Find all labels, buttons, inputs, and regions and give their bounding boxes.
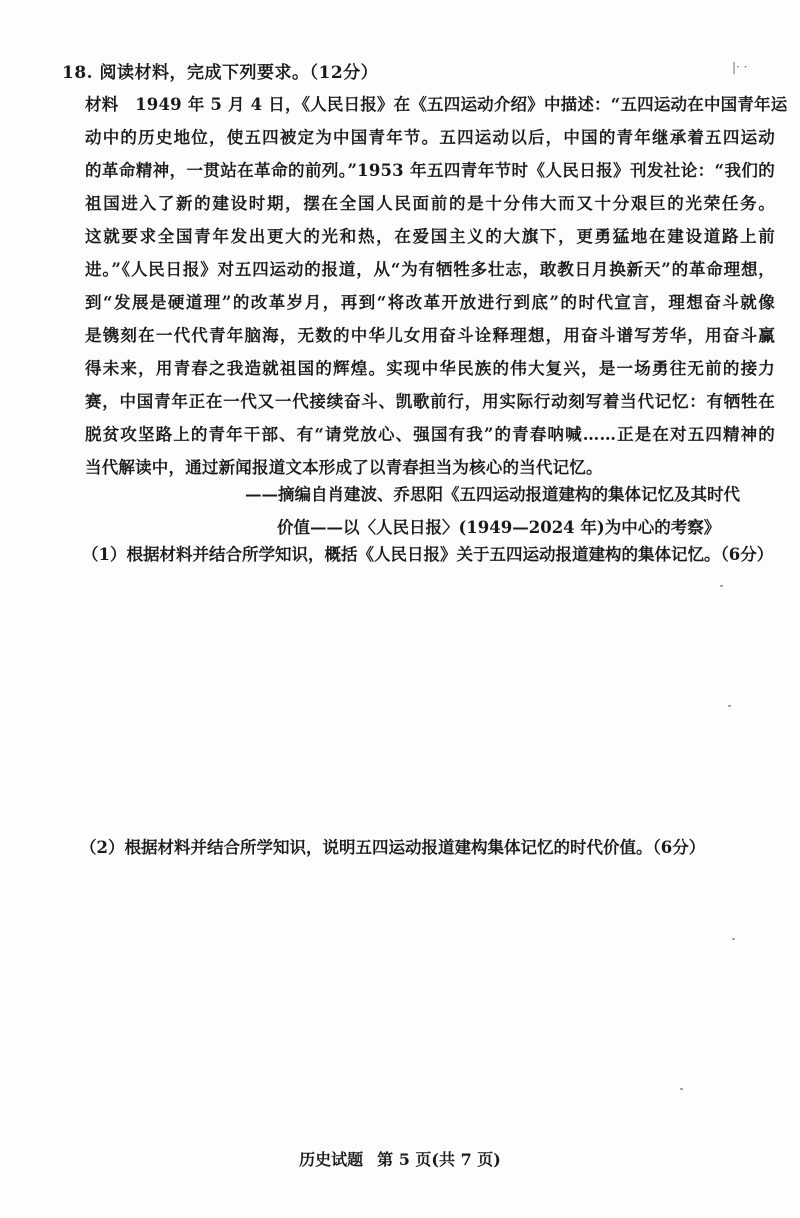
- material-line: 祖国进入了新的建设时期，摆在全国人民面前的是十分伟大而又十分艰巨的光荣任务。: [85, 194, 775, 213]
- scan-speck: [680, 1088, 683, 1090]
- material-line: 动中的历史地位，使五四被定为中国青年节。五四运动以后，中国的青年继承着五四运动: [85, 128, 775, 147]
- material-line: 到“发展是硬道理”的改革岁月，再到“将改革开放进行到底”的时代宣言，理想奋斗就像: [85, 293, 775, 312]
- source-line: 价值——以〈人民日报〉(1949—2024 年)为中心的考察》: [277, 518, 721, 537]
- scan-speck: [728, 705, 731, 707]
- material-line: 的革命精神，一贯站在革命的前列。”1953 年五四青年节时《人民日报》刊发社论：“我们的: [85, 161, 775, 180]
- page-footer: [0, 1147, 800, 1170]
- scan-speck: [732, 938, 735, 940]
- source-line: ——摘编自肖建波、乔思阳《五四运动报道建构的集体记忆及其时代: [245, 485, 740, 504]
- material-line: 进。”《人民日报》对五四运动的报道，从“为有牺牲多壮志，敢教日月换新天”的革命理想，: [85, 260, 775, 279]
- sub-question-1: （1）根据材料并结合所学知识，概括《人民日报》关于五四运动报道建构的集体记忆。（6分）: [82, 545, 774, 564]
- material-line: 是镌刻在一代代青年脑海，无数的中华儿女用奋斗诠释理想，用奋斗谱写芳华，用奋斗赢: [85, 326, 775, 345]
- footer-subject: 历史试题: [299, 1150, 364, 1169]
- material-passage: [85, 88, 788, 484]
- footer-page-number: 第 5 页(共 7 页): [377, 1150, 501, 1169]
- material-line: 赛，中国青年正在一代又一代接续奋斗、凯歌前行，用实际行动刻写着当代记忆：有牺牲在: [85, 392, 775, 411]
- answer-area-1[interactable]: [80, 575, 770, 820]
- answer-area-2[interactable]: [80, 868, 770, 1128]
- scan-speck: [720, 585, 723, 587]
- material-line: 当代解读中，通过新闻报道文本形成了以青春担当为核心的当代记忆。: [85, 458, 603, 477]
- corner-mark: |· ·: [732, 60, 748, 74]
- material-line: 得未来，用青春之我造就祖国的辉煌。实现中华民族的伟大复兴，是一场勇往无前的接力: [85, 359, 775, 378]
- material-line: 脱贫攻坚路上的青年干部、有“请党放心、强国有我”的青春呐喊……正是在对五四精神的: [85, 425, 775, 444]
- material-line: 材料 1949 年 5 月 4 日，《人民日报》在《五四运动介绍》中描述：“五四运动在中国青年运: [85, 95, 788, 114]
- question-title: 18. 阅读材料，完成下列要求。（12分）: [62, 63, 379, 83]
- source-citation: [245, 478, 775, 544]
- material-line: 这就要求全国青年发出更大的光和热，在爱国主义的大旗下，更勇猛地在建设道路上前: [85, 227, 775, 246]
- sub-question-2: （2）根据材料并结合所学知识，说明五四运动报道建构集体记忆的时代价值。（6分）: [80, 838, 706, 857]
